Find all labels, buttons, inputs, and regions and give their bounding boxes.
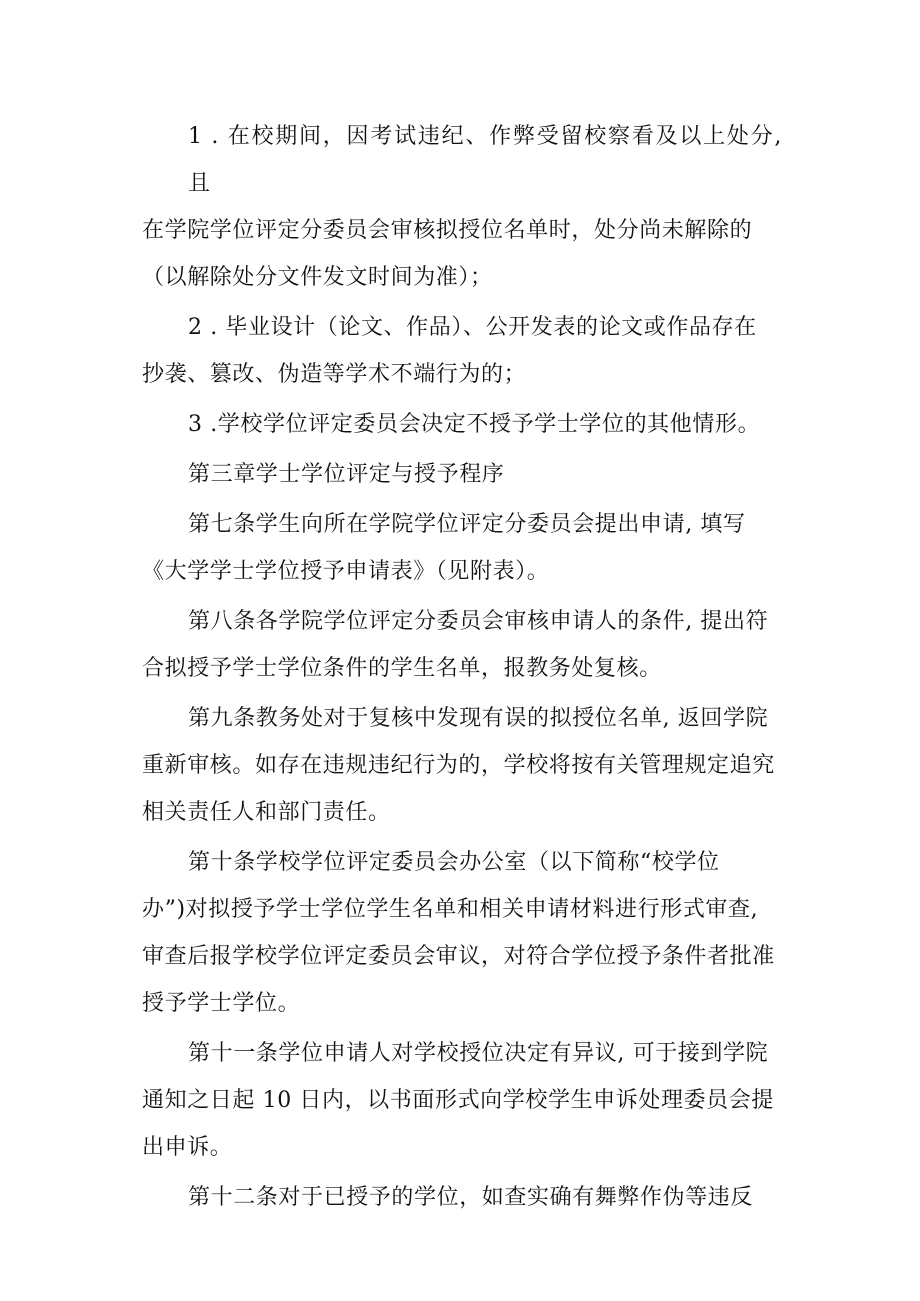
text-line: 《大学学士学位授予申请表》（见附表）。 [142,559,550,584]
text-line: 重新审核。如存在违规违纪行为的，学校将按有关管理规定追究 [142,753,775,778]
text-line: 第十一条学位申请人对学校授位决定有异议, 可于接到学院 [188,1041,769,1066]
text-line: 在学院学位评定分委员会审核拟授位名单时，处分尚未解除的 [142,218,753,243]
text-line: 第十条学校学位评定委员会办公室（以下简称“校学位 [188,850,720,875]
paragraph-article-10 [142,839,782,1027]
text-line: 第三章学士学位评定与授予程序 [188,462,505,487]
text-line: 第九条教务处对于复核中发现有误的拟授位名单, 返回学院 [188,706,769,731]
chapter-heading [142,451,782,498]
text-line: 相关责任人和部门责任。 [142,800,391,825]
text-line: 合拟授予学士学位条件的学生名单，报教务处复核。 [142,656,662,681]
document-body [142,113,782,1224]
paragraph-item-2 [142,304,782,398]
text-line: 出申诉。 [142,1135,233,1160]
text-line: 抄袭、篡改、伪造等学术不端行为的； [142,362,527,387]
text-line: 2 . 毕业设计（论文、作品）、公开发表的论文或作品存在 [188,315,757,340]
text-line: （以解除处分文件发文时间为准）； [142,265,493,290]
paragraph-item-3 [142,401,782,448]
text-line: 第八条各学院学位评定分委员会审核申请人的条件, 提出符 [188,609,769,634]
text-line: 1 . 在校期间，因考试违纪、作弊受留校察看及以上处分, 且 [188,124,782,196]
paragraph-article-8 [142,598,782,692]
paragraph-article-12 [142,1174,782,1221]
text-line: 3 .学校学位评定委员会决定不授予学士学位的其他情形。 [188,412,761,437]
paragraph-article-11 [142,1030,782,1171]
paragraph-article-7 [142,501,782,595]
text-line: 通知之日起 10 日内，以书面形式向学校学生申诉处理委员会提 [142,1088,774,1113]
text-line: 办”)对拟授予学士学位学生名单和相关申请材料进行形式审查, [142,897,759,922]
text-line: 授予学士学位。 [142,991,301,1016]
paragraph-article-9 [142,695,782,836]
text-line: 审查后报学校学位评定委员会审议，对符合学位授予条件者批准 [142,944,775,969]
text-line: 第七条学生向所在学院学位评定分委员会提出申请, 填写 [188,512,746,537]
paragraph-item-1 [142,113,782,301]
text-line: 第十二条对于已授予的学位，如查实确有舞弊作伪等违反 [188,1185,754,1210]
